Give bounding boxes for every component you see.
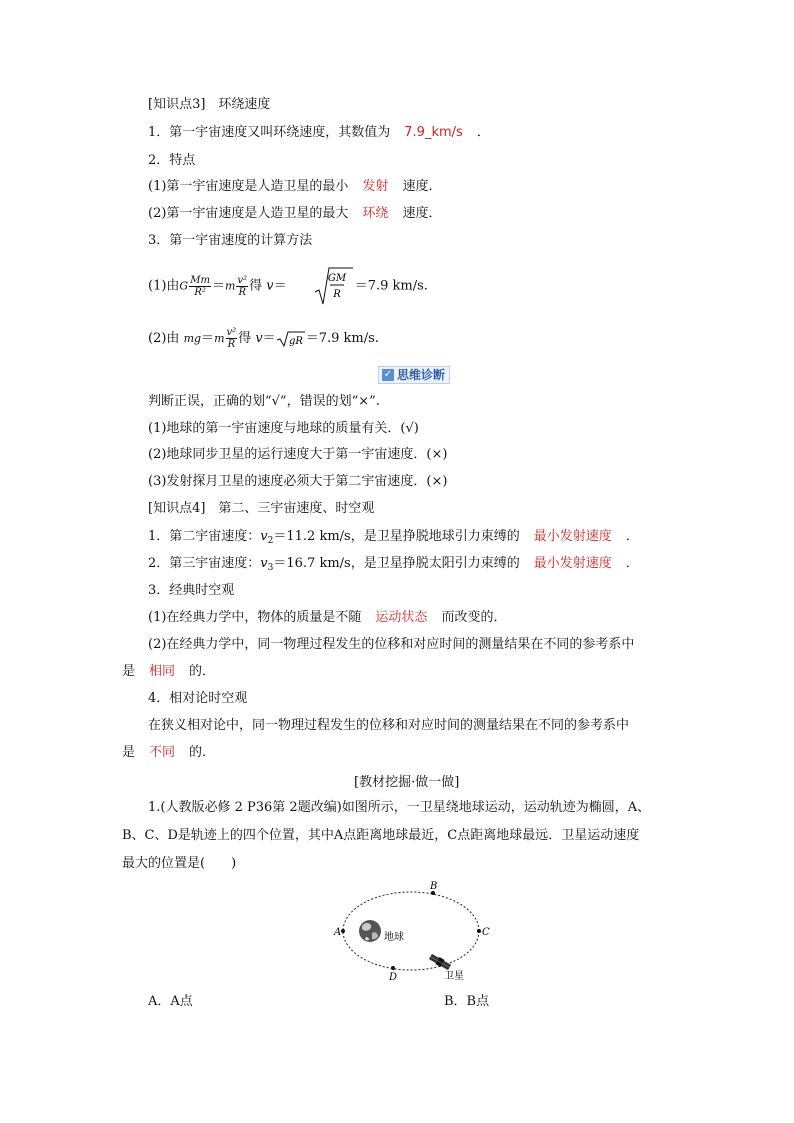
text: 而改变的． (441, 610, 507, 625)
point-c (477, 929, 481, 933)
answer: 不同 (149, 745, 176, 760)
text: (1)第一宇宙速度是人造卫星的最小 (148, 179, 349, 194)
answer: 相同 (149, 664, 176, 679)
text: ＝16.7 km/s，是卫星挣脱太阳引力束缚的 (273, 556, 520, 571)
point-a (341, 929, 345, 933)
text: ＝11.2 km/s，是卫星挣脱地球引力束缚的 (273, 529, 520, 544)
check-icon: ✓ (383, 369, 393, 380)
k3-line4 (148, 204, 441, 224)
judge-q1: (1)地球的第一宇宙速度与地球的质量有关．(√) (148, 421, 419, 436)
label-a: A (334, 927, 342, 938)
answer: 运动状态 (375, 610, 428, 625)
text: ． (625, 556, 639, 571)
sqrt-gm-over-r (313, 266, 355, 306)
k4-line5: (2)在经典力学中，同一物理过程发生的位移和对应时间的测量结果在不同的参考系中 (148, 637, 635, 652)
k3-line5: 3．第一宇宙速度的计算方法 (148, 233, 313, 248)
judge-intro: 判断正误，正确的划“√”，错误的划“×”. (148, 394, 380, 409)
formula-2: (2)由 mg＝m $\frac{\text{v²}}{R}$ 得 v＝ gR ＝7.9 km/s. (148, 327, 379, 350)
k3-line1 (148, 123, 490, 143)
text: 1．第一宇宙速度又叫环绕速度，其数值为 (148, 125, 391, 140)
k4-line6 (122, 662, 215, 682)
text: ＝7.9 km/s. (305, 331, 379, 346)
svg-text:gR: gR (288, 335, 303, 347)
earth-label: 地球 (384, 932, 404, 943)
text: ＝7.9 km/s. (354, 278, 428, 294)
k4-line3: 3．经典时空观 (148, 583, 235, 598)
text: 是 (122, 745, 136, 760)
satellite-label: 卫星 (444, 971, 464, 982)
answer: 环绕 (362, 206, 389, 221)
answer: 发射 (362, 179, 389, 194)
k3-heading: [知识点3] 环绕速度 (148, 97, 271, 112)
k4-heading: [知识点4] 第二、三宇宙速度、时空观 (148, 501, 375, 516)
problem-line2: B、C、D是轨迹上的四个位置，其中A点距离地球最近，C点距离地球最远．卫星运动速度 (122, 828, 640, 843)
option-b: B．B点 (444, 994, 490, 1009)
text: (1)由 (148, 278, 180, 294)
text: 2．第三宇宙速度： (148, 556, 261, 571)
answer: 最小发射速度 (533, 529, 612, 544)
k4-line1: 1．第二宇宙速度：$v_2=11.2$ km/s，是卫星挣脱地球引力束缚的 最小发射速度 ． (148, 529, 639, 546)
badge-label: 思维诊断 (397, 368, 446, 382)
text: (2)第一宇宙速度是人造卫星的最大 (148, 206, 349, 221)
k3-line3 (148, 177, 441, 197)
judge-q2: (2)地球同步卫星的运行速度大于第一宇宙速度．(×) (148, 447, 448, 462)
sqrt-gr (276, 330, 306, 348)
k4-line9 (122, 743, 215, 763)
problem-line1: 1.(人教版必修 2 P36第 2题改编)如图所示，一卫星绕地球运动，运动轨迹为椭圆，A、 (148, 800, 651, 815)
answer: 最小发射速度 (533, 556, 612, 571)
formula-1: (1)由G $\frac{Mm}{\text{R²}}$ ＝m $\frac{\text{v²}}{R}$ 得 v＝ GM R ＝7.9 km/s. (148, 266, 428, 306)
text: 速度． (402, 179, 442, 194)
orbit-figure (326, 876, 496, 986)
point-d (391, 966, 395, 970)
thinking-diagnosis-badge (378, 366, 450, 384)
label-d: D (389, 972, 398, 983)
k3-line2: 2．特点 (148, 153, 196, 168)
option-a: A．A点 (148, 994, 193, 1009)
text: 的． (189, 664, 216, 679)
label-b: B (430, 881, 438, 892)
k4-line4 (148, 608, 506, 628)
k4-line8: 在狭义相对论中，同一物理过程发生的位移和对应时间的测量结果在不同的参考系中 (148, 718, 630, 733)
label-c: C (482, 927, 490, 938)
text: 速度． (402, 206, 442, 221)
text: (2)由 (148, 331, 180, 346)
answer: 7.9_km/s (404, 125, 463, 140)
svg-text:R: R (332, 289, 341, 300)
problem-line3: 最大的位置是( ) (122, 856, 237, 871)
text: 是 (122, 664, 136, 679)
text: 的． (189, 745, 216, 760)
section-title: [教材挖掘·做一做] (354, 775, 460, 790)
text: 1．第二宇宙速度： (148, 529, 261, 544)
svg-text:GM: GM (327, 273, 346, 284)
earth-icon (359, 920, 381, 942)
text: ． (625, 529, 639, 544)
text: (1)在经典力学中，物体的质量是不随 (148, 610, 362, 625)
k4-line2: 2．第三宇宙速度：$v_3=16.7$ km/s，是卫星挣脱太阳引力束缚的 最小发射速度 ． (148, 556, 639, 573)
text: ． (476, 125, 490, 140)
judge-q3: (3)发射探月卫星的速度必须大于第二宇宙速度．(×) (148, 474, 448, 489)
k4-line7: 4．相对论时空观 (148, 691, 248, 706)
